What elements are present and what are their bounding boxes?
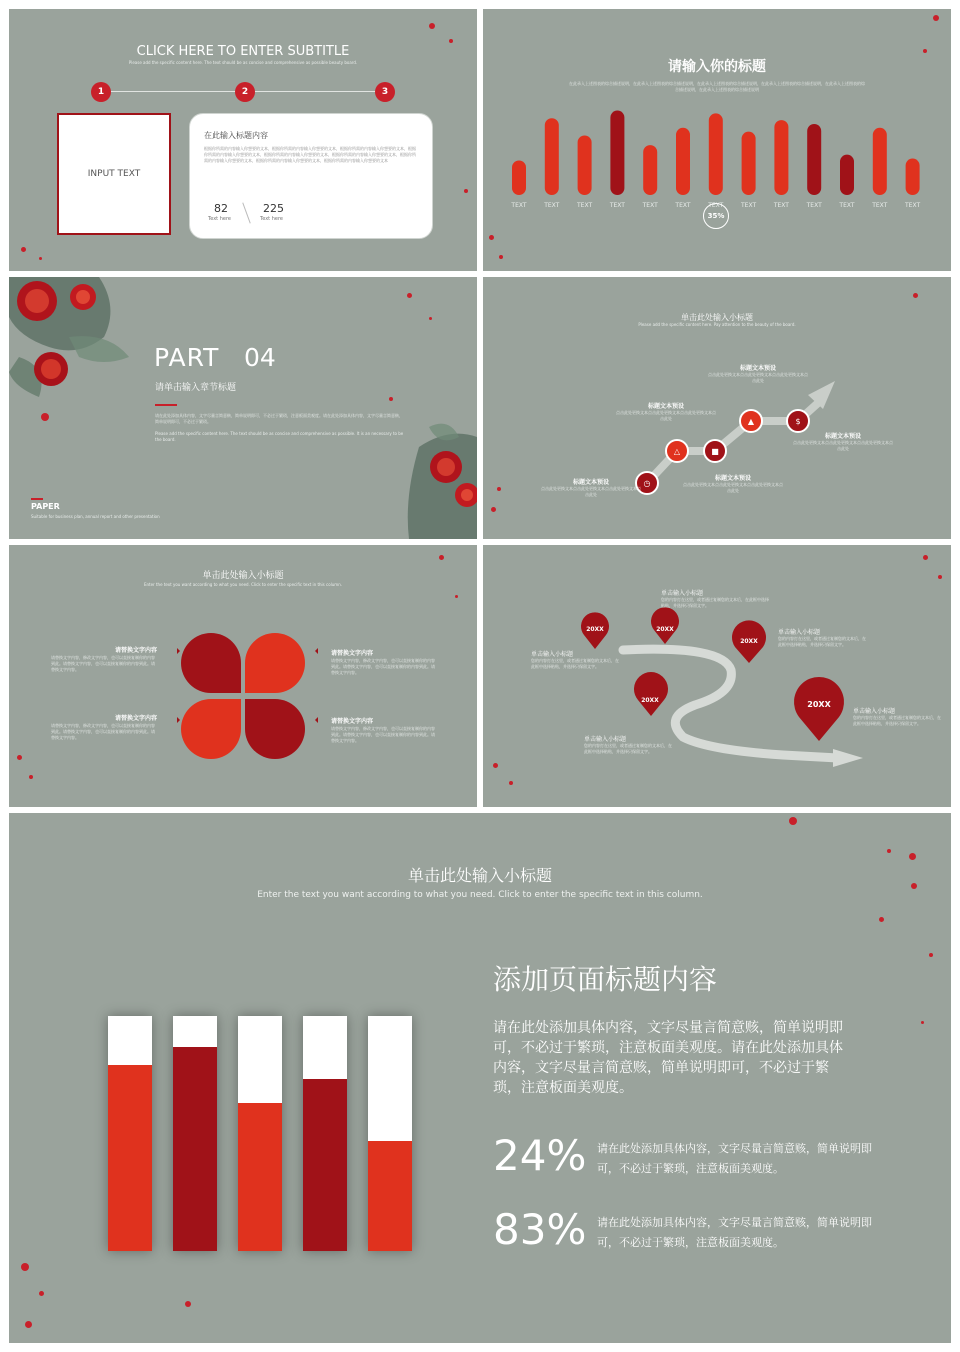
milestone-label: 单击输入小标题 — [584, 736, 627, 743]
ink-dot — [407, 293, 412, 298]
step-marker: 1 — [91, 82, 111, 102]
process-text: 点击此处更换文本点击此处更换文本点击此处更换文本点击此处 — [541, 486, 641, 497]
slide-growth-arrow — [483, 277, 951, 539]
chart-bar — [906, 159, 920, 195]
slide-timeline-card — [9, 9, 477, 271]
svg-text:◷: ◷ — [643, 479, 651, 488]
leaf-label: 请替换文字内容 — [331, 650, 374, 657]
pin-year: 20XX — [807, 700, 831, 709]
chart-bar — [840, 155, 854, 195]
chapter-description-en: Please add the specific content here. The text should be as concise and comprehensive as possible. It is an necessary to be the board. — [155, 431, 404, 442]
process-label: 标题文本预设 — [739, 365, 776, 372]
stat-description: 请在此处添加具体内容，文字尽量言简意赅，简单说明即可，不必过于繁琐，注意板面美观度。 — [597, 1142, 872, 1175]
bar-chart — [483, 9, 951, 271]
rose-bottom-right — [408, 424, 477, 539]
stat-divider — [242, 202, 250, 223]
progress-bar-fill — [238, 1103, 282, 1251]
pin-year: 20XX — [586, 626, 604, 633]
milestone-text: 您的内容打在这里，或者通过复制您的文本后，在此框中选择粘贴，并选择只保留文字。 — [661, 597, 769, 608]
chart-tick-label: TEXT — [577, 202, 593, 209]
ink-dot — [429, 317, 432, 320]
leaf-label: 请替换文字内容 — [114, 715, 157, 722]
leaf-text: 请替换文字内容，修改文字内容，也可以直接复制你的内容到此。请替换文字内容，也可以直接复制你的内容到此。请替换文字内容。 — [51, 655, 155, 672]
svg-text:$: $ — [795, 417, 801, 426]
progress-bar — [368, 1016, 412, 1251]
chart-tick-label: TEXT — [609, 202, 625, 209]
chart-bar — [643, 145, 657, 195]
box-label: INPUT TEXT — [87, 169, 141, 179]
step-marker: 3 — [375, 82, 395, 102]
part-number: 04 — [244, 343, 276, 372]
process-text: 点击此处更换文本点击此处更换文本点击此处更换文本点击此处 — [683, 482, 783, 493]
milestone-label: 单击输入小标题 — [853, 708, 896, 715]
card-title: 在此输入标题内容 — [204, 131, 268, 140]
chart-tick-label: TEXT — [872, 202, 888, 209]
ink-dot — [389, 397, 393, 401]
svg-text:△: △ — [673, 447, 681, 456]
leaf-text: 请替换文字内容，修改文字内容，也可以直接复制你的内容到此。请替换文字内容，也可以直接复制你的内容到此。请替换文字内容。 — [331, 658, 435, 675]
brand-accent — [31, 498, 43, 500]
process-label: 标题文本预设 — [647, 403, 684, 410]
process-text: 点击此处更换文本点击此处更换文本点击此处更换文本点击此处 — [708, 372, 808, 383]
progress-bar — [303, 1016, 347, 1251]
slide-bar-chart — [483, 9, 951, 271]
progress-bar — [173, 1016, 217, 1251]
chart-bar — [676, 128, 690, 195]
percent-badge: 35% — [703, 203, 729, 229]
slide-description: 在此录入上述图表的综合描述说明，在此录入上述图表的综合描述说明，在此录入上述图表的综合描述说明，在此录入上述图表的综合描述说明，在此录入上述图表的综合描述说明，在此录入上述图表的综合描述说明 — [569, 81, 865, 92]
progress-bar-fill — [303, 1079, 347, 1251]
progress-bar-fill — [368, 1141, 412, 1251]
chart-tick-label: TEXT — [773, 202, 789, 209]
milestone-text: 您的内容打在这里，或者通过复制您的文本后，在此框中选择粘贴，并选择只保留文字。 — [584, 743, 672, 754]
leaf-text: 请替换文字内容，修改文字内容，也可以直接复制你的内容到此。请替换文字内容，也可以直接复制你的内容到此。请替换文字内容。 — [51, 723, 155, 740]
chapter-title: 请单击输入章节标题 — [155, 383, 237, 393]
slide-progress-bars — [9, 813, 951, 1343]
chart-bar — [512, 160, 526, 195]
page-body: 请在此处添加具体内容，文字尽量言简意赅，简单说明即可，不必过于繁琐，注意板面美观度。请在此处添加具体内容，文字尽量言简意赅，简单说明即可，不必过于繁琐，注意板面美观度。 — [493, 1020, 843, 1096]
process-label: 标题文本预设 — [572, 479, 609, 486]
slide-section-cover — [9, 277, 477, 539]
chart-bar — [545, 118, 559, 195]
progress-bar-fill — [108, 1065, 152, 1251]
chart-bar — [873, 128, 887, 195]
process-label: 标题文本预设 — [824, 433, 861, 440]
chart-tick-label: TEXT — [806, 202, 822, 209]
stat-percent: 83% — [493, 1205, 587, 1254]
stat-label: Text here — [208, 216, 231, 222]
stat-value: 225 — [263, 202, 284, 215]
chart-tick-label: TEXT — [708, 202, 724, 209]
slide-four-leaf — [9, 545, 477, 807]
milestone-text: 您的内容打在这里，或者通过复制您的文本后，在此框中选择粘贴，并选择只保留文字。 — [531, 658, 619, 669]
process-text: 点击此处更换文本点击此处更换文本点击此处更换文本点击此处 — [616, 410, 716, 421]
page-heading: 添加页面标题内容 — [493, 963, 718, 996]
slide-subtitle: Please add the specific content here. The text should be as concise and comprehensive as possible beauty board. — [128, 60, 358, 65]
card-body: 根据你所需的内容输入你想要的文本，根据你所需的内容输入你想要的文本，根据你所需的内容输入你想要的文本，根据你所需的内容输入你想要的文本，根据你所需的内容输入你想要的文本，根据你所需的内容输入你想要的文本，根据你所需的内容输入你想要的文本，根据你所需的内容输入你想要的文本，根据你所需的内容输入你想要的文本 — [204, 146, 416, 163]
chart-tick-label: TEXT — [642, 202, 658, 209]
slide-title: CLICK HERE TO ENTER SUBTITLE — [136, 44, 350, 59]
rose-top-left — [9, 277, 129, 421]
progress-bar — [238, 1016, 282, 1251]
milestone-label: 单击输入小标题 — [531, 651, 574, 658]
chart-tick-label: TEXT — [675, 202, 691, 209]
leaf-label: 请替换文字内容 — [331, 718, 374, 725]
pin-year: 20XX — [740, 638, 758, 645]
ink-dot — [429, 23, 435, 29]
stat-value: 82 — [214, 202, 228, 215]
slide-road-milestones — [483, 545, 951, 807]
four-leaf-diagram — [9, 545, 477, 807]
chart-bar — [807, 124, 821, 195]
stat-percent: 24% — [493, 1131, 587, 1180]
chart-tick-label: TEXT — [839, 202, 855, 209]
milestone-label: 单击输入小标题 — [778, 629, 821, 636]
stat-label: Text here — [260, 216, 283, 222]
pin-year: 20XX — [656, 626, 674, 633]
brand-subtitle: Suitable for business plan, annual report and other presentation — [31, 514, 160, 519]
part-label: PART — [154, 343, 220, 372]
chart-bar — [742, 132, 756, 195]
leaf-text: 请替换文字内容，修改文字内容，也可以直接复制你的内容到此。请替换文字内容，也可以直接复制你的内容到此。请替换文字内容。 — [331, 726, 435, 743]
slide-title: 请输入你的标题 — [668, 59, 766, 75]
brand-name: PAPER — [31, 502, 60, 511]
flower-decoration — [9, 277, 477, 539]
slide-subtitle: Enter the text you want according to what you need. Click to enter the specific text in this column. — [257, 890, 703, 900]
ink-dot — [464, 189, 468, 193]
milestone-text: 您的内容打在这里，或者通过复制您的文本后，在此框中选择粘贴，并选择只保留文字。 — [778, 636, 866, 647]
ink-dot — [39, 257, 42, 260]
slide-subtitle: Enter the text you want according to what you need. Click to enter the specific text in this column. — [143, 582, 343, 587]
progress-bar-fill — [173, 1047, 217, 1251]
accent-underline — [155, 404, 177, 406]
leaf-label: 请替换文字内容 — [114, 647, 157, 654]
chapter-description: 请在此处添加具体内容，文字尽量言简意赅，简单说明即可，不必过于繁琐，注意板面美观度。请在此处添加具体内容，文字尽量言简意赅，简单说明即可，不必过于繁琐。 — [155, 413, 403, 424]
chart-bar — [578, 135, 592, 195]
svg-text:▲: ▲ — [747, 417, 755, 426]
svg-text:■: ■ — [711, 447, 719, 456]
slide-title: 单击此处输入小标题 — [202, 571, 284, 581]
road-path — [483, 545, 951, 807]
chart-tick-label: TEXT — [511, 202, 527, 209]
pin-year: 20XX — [641, 697, 659, 704]
ink-dot — [21, 247, 26, 252]
chart-bar — [610, 111, 624, 195]
input-text-box — [57, 113, 171, 235]
chart-tick-label: TEXT — [741, 202, 757, 209]
slide-title: 单击此处输入小标题 — [681, 313, 753, 322]
ink-dot — [449, 39, 453, 43]
growth-arrow — [483, 277, 951, 539]
chart-bar — [774, 120, 788, 195]
chart-bar — [709, 113, 723, 195]
chart-tick-label: TEXT — [544, 202, 560, 209]
info-card — [189, 113, 433, 239]
milestone-label: 单击输入小标题 — [661, 590, 704, 597]
process-text: 点击此处更换文本点击此处更换文本点击此处更换文本点击此处 — [793, 440, 893, 451]
chart-tick-label: TEXT — [905, 202, 921, 209]
slide-title: 单击此处输入小标题 — [407, 866, 552, 885]
process-label: 标题文本预设 — [714, 475, 751, 482]
step-marker: 2 — [235, 82, 255, 102]
slide-subtitle: Please add the specific content here. Pay attention to the beauty of the board. — [638, 322, 796, 327]
milestone-text: 您的内容打在这里，或者通过复制您的文本后，在此框中选择粘贴，并选择只保留文字。 — [853, 715, 941, 726]
progress-bar — [108, 1016, 152, 1251]
stat-description: 请在此处添加具体内容，文字尽量言简意赅，简单说明即可，不必过于繁琐，注意板面美观度。 — [597, 1216, 872, 1249]
